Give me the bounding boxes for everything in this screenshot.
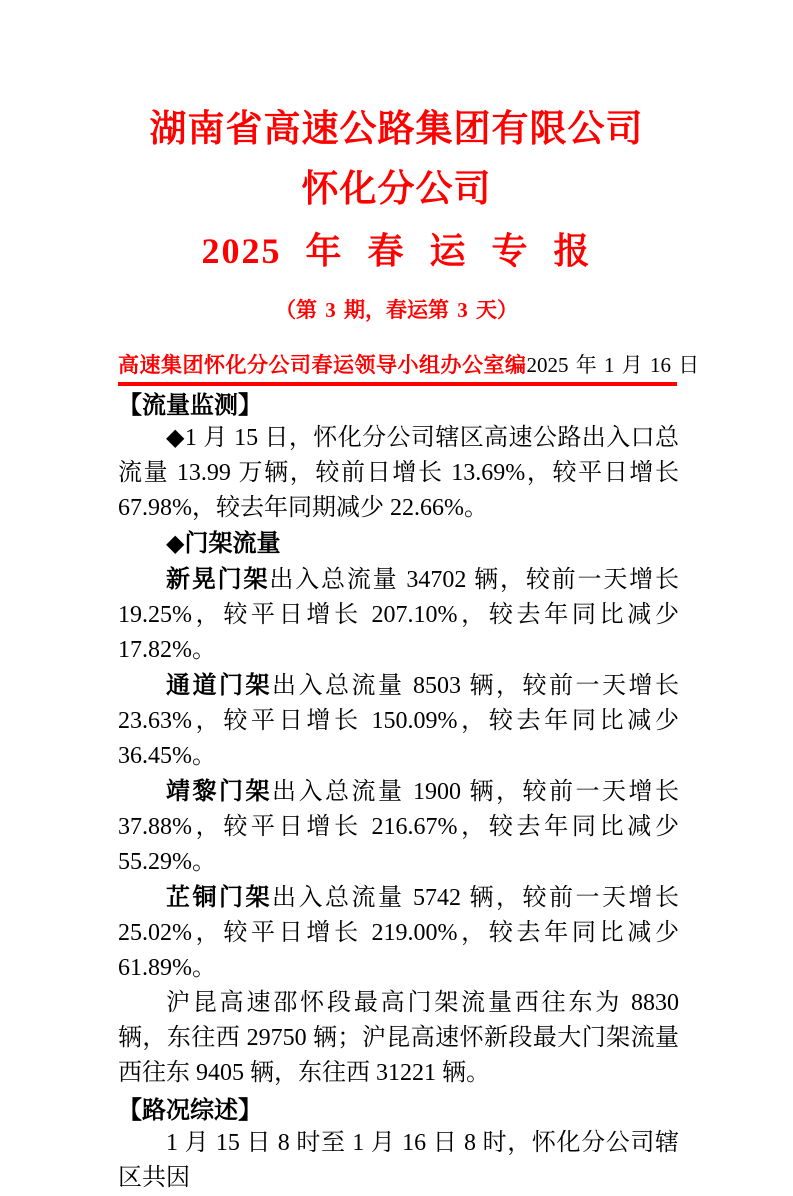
paragraph xyxy=(118,774,679,880)
text-run: ◆1 月 15 日，怀化分公司辖区高速公路出入口总流量 13.99 万辆，较前日增长 13.69%，较平日增长 67.98%，较去年同期减少 22.66%。 xyxy=(118,425,679,521)
editor-office-label: 高速集团怀化分公司春运领导小组办公室编 xyxy=(118,353,527,377)
document-sections xyxy=(118,391,679,1196)
text-run: 出入总流量 5742 辆，较前一天增长 25.02%，较平日增长 219.00%，较去年同比减少 61.89%。 xyxy=(118,885,679,981)
paragraph xyxy=(118,1126,679,1196)
bold-run: 新晃门架 xyxy=(166,566,270,593)
text-run: 出入总流量 1900 辆，较前一天增长 37.88%，较平日增长 216.67%，较去年同比减少 55.29%。 xyxy=(118,779,679,875)
section-heading: 【流量监测】 xyxy=(118,392,262,419)
report-issue-subtitle: （第 3 期，春运第 3 天） xyxy=(275,298,518,322)
report-title-line-2: 怀化分公司 xyxy=(301,169,492,210)
text-run: 1 月 15 日 8 时至 1 月 16 日 8 时，怀化分公司辖区共因 xyxy=(118,1130,679,1191)
text-run: 出入总流量 8503 辆，较前一天增长 23.63%，较平日增长 150.09%，较去年同比减少 36.45%。 xyxy=(118,673,679,769)
section-heading: 【路况综述】 xyxy=(118,1097,262,1124)
paragraph xyxy=(118,562,679,668)
bold-run: 通道门架 xyxy=(166,672,272,699)
bold-run: 靖黎门架 xyxy=(166,778,272,805)
report-title-line-1: 湖南省高速公路集团有限公司 xyxy=(149,109,644,150)
paragraph xyxy=(118,880,679,986)
paragraph xyxy=(118,421,679,526)
editor-date-row xyxy=(118,352,700,386)
issue-date: 2025 年 1 月 16 日 xyxy=(526,353,700,377)
text-run: 沪昆高速邵怀段最高门架流量西往东为 8830 辆，东往西 29750 辆；沪昆高速怀新段最大门架流量西往东 9405 辆，东往西 31221 辆。 xyxy=(118,990,679,1086)
paragraph xyxy=(118,526,679,562)
text-run: 出入总流量 34702 辆，较前一天增长 19.25%，较平日增长 207.10%，较去年同比减少 17.82%。 xyxy=(118,567,680,663)
report-title-line-3: 2025 年 春 运 专 报 xyxy=(201,231,592,271)
bold-run: ◆门架流量 xyxy=(166,530,281,557)
bold-run: 芷铜门架 xyxy=(166,884,272,911)
report-masthead xyxy=(0,0,793,323)
paragraph xyxy=(118,986,679,1091)
paragraph xyxy=(118,668,679,774)
